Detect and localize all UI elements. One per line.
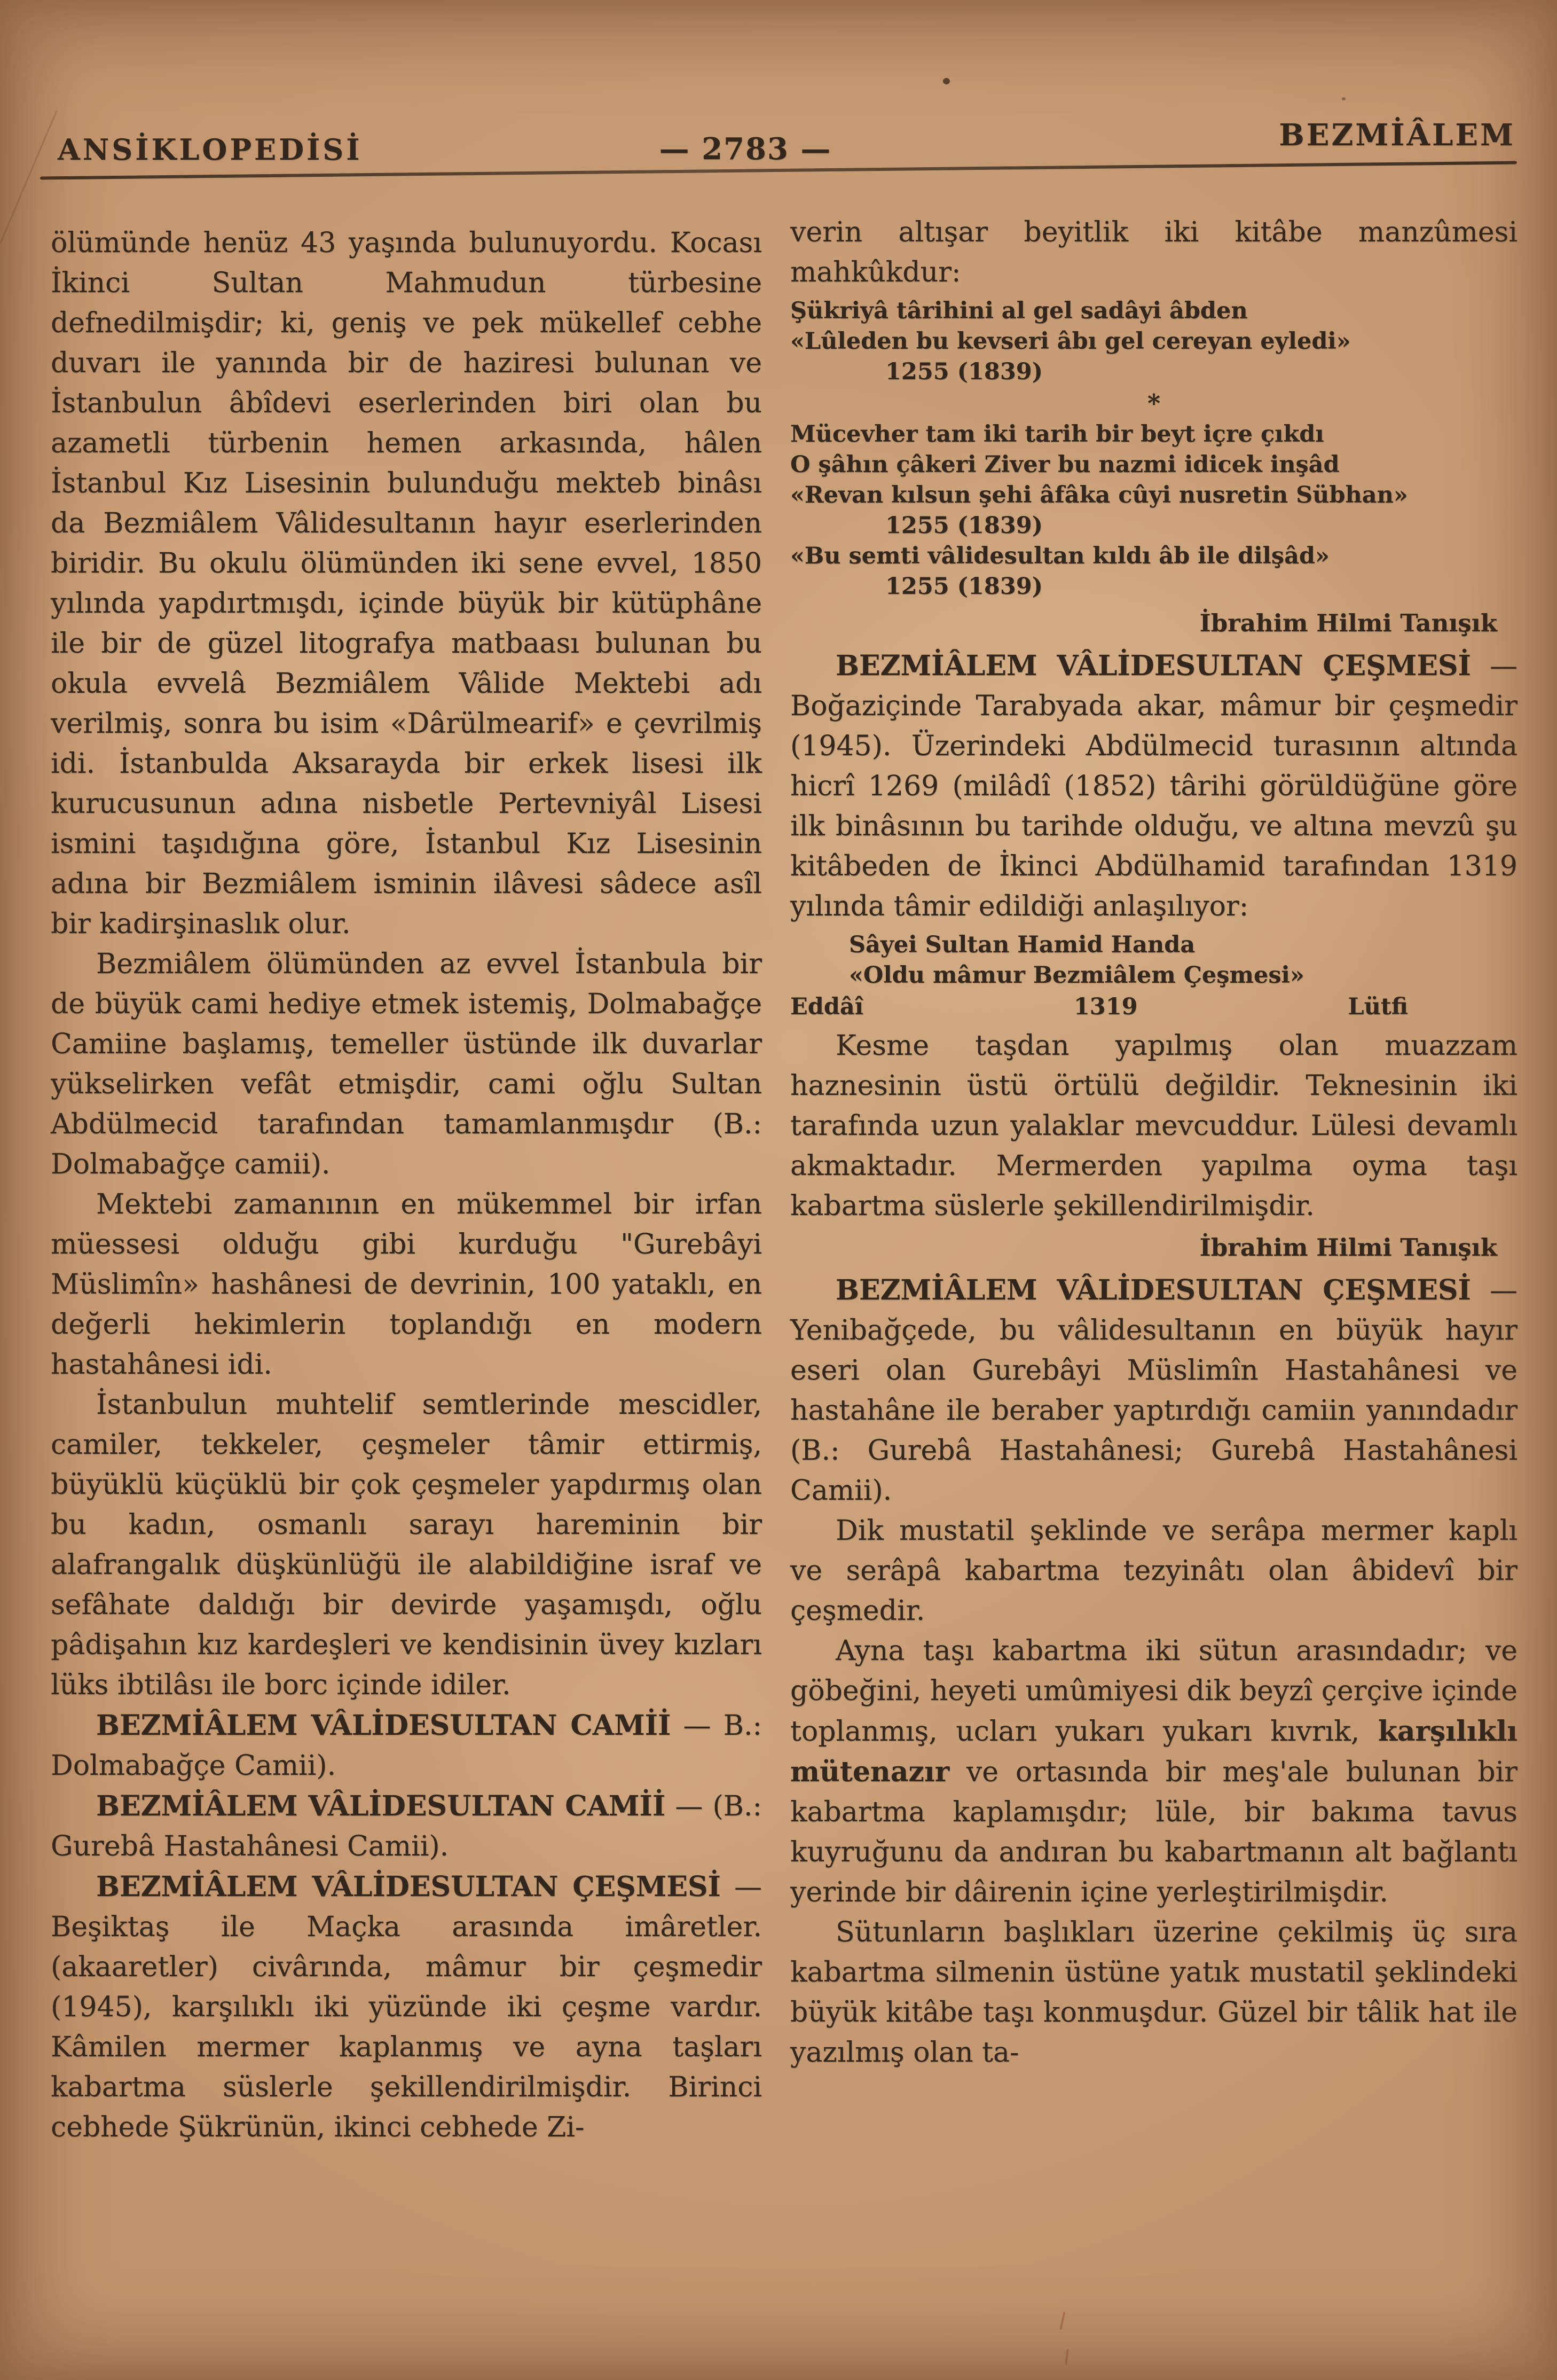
paragraph-text: ve ortasında bir meş'ale bulunan bir kabartma kaplamışdır; lüle, bir bakıma tavus kuyruğunu da andıran bu kabartmanın alt bağlantı yerinde bir dâirenin içine yerleştirilmişdir.	[790, 1756, 1517, 1908]
paragraph	[790, 1631, 1517, 1913]
entry-text: — (B.: Gurebâ Hastahânesi Camii).	[51, 1790, 762, 1862]
entry	[51, 1786, 762, 1867]
author-byline: İbrahim Hilmi Tanışık	[1199, 1233, 1497, 1262]
column-right	[790, 213, 1517, 2073]
inscription-signature-row	[790, 991, 1517, 1023]
ink-speck	[943, 78, 950, 84]
running-title-right: BEZMİÂLEM	[1279, 118, 1515, 153]
emphasized-phrase: karşılıklı mütenazır	[790, 1715, 1518, 1788]
entry-text: — Beşiktaş ile Maçka arasında imâretler. (akaaretler) civârında, mâmur bir çeşmedir (1945), karşılıklı iki yüzünde iki çeşme vardır. Kâmilen mermer kaplanmış ve ayna taşları kabartma süslerle şekillendirilmişdir. Birinci cebhede Şükrünün, ikinci cebhede Zi-	[51, 1871, 762, 2143]
paragraph: Dik mustatil şeklinde ve serâpa mermer kaplı ve serâpâ kabartma tezyinâtı olan âbidevî bir çeşmedir.	[790, 1515, 1517, 1627]
paper-fiber	[1060, 2312, 1066, 2330]
poem-line: Şükriyâ târihini al gel sadâyi âbden	[790, 298, 1248, 324]
entry	[51, 1705, 762, 1786]
poem-line: «Oldu mâmur Bezmiâlem Çeşmesi»	[849, 962, 1304, 989]
paragraph: verin altışar beyitlik iki kitâbe manzûmesi mahkûkdur:	[790, 216, 1517, 288]
entry	[790, 1270, 1517, 1511]
paragraph: ölümünde henüz 43 yaşında bulunuyordu. Kocası İkinci Sultan Mahmudun türbesine defnedilmişdir; ki, geniş ve pek mükellef cebhe duvarı ile yanında bir de haziresi bulunan ve İstanbulun âbîdevi eserlerinden biri olan bu azametli türbenin hemen arkasında, hâlen İstanbul Kız Lisesinin bulunduğu mekteb binâsı da Bezmiâlem Vâlidesultanın hayır eserlerinden biridir. Bu okulu ölümünden iki sene evvel, 1850 yılında yapdırtmışdı, içinde büyük bir kütüphâne ile bir de güzel litografya matbaası bulunan bu okula evvelâ Bezmiâlem Vâlide Mektebi adı verilmiş, sonra bu isim «Dârülmearif» e çevrilmiş idi. İstanbulda Aksarayda bir erkek lisesi ilk kurucusunun adına nisbetle Pertevniyâl Lisesi ismini taşıdığına göre, İstanbul Kız Lisesinin adına bir Bezmiâlem isminin ilâvesi sâdece asîl bir kadirşinaslık olur.	[51, 227, 762, 940]
section-break-star: *	[1147, 389, 1161, 418]
date-line: 1255 (1839)	[885, 358, 1043, 385]
column-left	[51, 223, 762, 2148]
entry	[790, 646, 1517, 927]
poem-line: «Lûleden bu kevseri âbı gel cereyan eyledi»	[790, 328, 1351, 355]
poem-line: «Bu semti vâlidesultan kıldı âb ile dilşâd»	[790, 543, 1330, 569]
entry-heading: BEZMİÂLEM VÂLİDESULTAN CAMİİ	[96, 1709, 671, 1742]
date-line: 1255 (1839)	[885, 512, 1043, 539]
entry-heading: BEZMİÂLEM VÂLİDESULTAN ÇEŞMESİ	[836, 649, 1471, 682]
inscription-right: Lütfi	[1348, 993, 1408, 1020]
entry-heading: BEZMİÂLEM VÂLİDESULTAN ÇEŞMESİ	[96, 1870, 721, 1903]
entry-text: — B.: Dolmabağçe Camii).	[51, 1710, 762, 1782]
paragraph: İstanbulun muhtelif semtlerinde mescidler, camiler, tekkeler, çeşmeler tâmir ettirmiş, büyüklü küçüklü bir çok çeşmeler yapdırmış olan bu kadın, osmanlı sarayı hareminin bir alafrangalık düşkünlüğü ile alabildiğine israf ve sefâhate daldığı bir devirde yaşamışdı, oğlu pâdişahın kız kardeşleri ve kendisinin üvey kızları lüks ibtilâsı ile borc içinde idiler.	[51, 1389, 762, 1701]
page-number: — 2783 —	[659, 131, 832, 167]
paragraph: Mektebi zamanının en mükemmel bir irfan müessesi olduğu gibi kurduğu "Gurebâyi Müslimîn» hashânesi de devrinin, 100 yataklı, en değerli hekimlerin toplandığı en modern hastahânesi idi.	[51, 1188, 762, 1381]
entry-heading: BEZMİÂLEM VÂLİDESULTAN CAMİİ	[96, 1790, 666, 1822]
poem-line: «Revan kılsun şehi âfâka cûyi nusretin Sübhan»	[790, 482, 1408, 508]
ink-speck	[1342, 97, 1346, 100]
paragraph: Kesme taşdan yapılmış olan muazzam haznesinin üstü örtülü değildir. Teknesinin iki tarafında uzun yalaklar mevcuddur. Lülesi devamlı akmaktadır. Mermerden yapılma oyma taşı kabartma süslerle şekillendirilmişdir.	[790, 1030, 1517, 1222]
entry	[51, 1867, 762, 2148]
date-line: 1255 (1839)	[885, 573, 1043, 600]
paper-fiber	[1065, 2349, 1069, 2365]
inscription-left: Eddâî	[790, 993, 864, 1020]
paragraph: Sütunların başlıkları üzerine çekilmiş üç sıra kabartma silmenin üstüne yatık mustatil şeklindeki büyük kitâbe taşı konmuşdur. Güzel bir tâlik hat ile yazılmış olan ta-	[790, 1916, 1517, 2069]
entry-text: — Yenibağçede, bu vâlidesultanın en büyük hayır eseri olan Gurebâyi Müslimîn Hastahânesi ve hastahâne ile beraber yaptırdığı camiin yanındadır (B.: Gurebâ Hastahânesi; Gurebâ Hastahânesi Camii).	[790, 1274, 1518, 1507]
paragraph: Bezmiâlem ölümünden az evvel İstanbula bir de büyük cami hediye etmek istemiş, Dolmabağçe Camiine başlamış, temeller üstünde ilk duvarlar yükselirken vefât etmişdir, cami oğlu Sultan Abdülmecid tarafından tamamlanmışdır (B.: Dolmabağçe camii).	[51, 948, 762, 1180]
author-byline: İbrahim Hilmi Tanışık	[1199, 609, 1497, 637]
entry-heading: BEZMİÂLEM VÂLİDESULTAN ÇEŞMESİ	[836, 1274, 1471, 1306]
entry-text: — Boğaziçinde Tarabyada akar, mâmur bir çeşmedir (1945). Üzerindeki Abdülmecid turasının altında hicrî 1269 (milâdî (1852) târihi görüldüğüne göre ilk binâsının bu tarihde olduğu, ve altına mevzû şu kitâbeden de İkinci Abdülhamid tarafından 1319 yılında tâmir edildiği anlaşılıyor:	[790, 650, 1518, 922]
poem-line: O şâhın çâkeri Ziver bu nazmi idicek inşâd	[790, 451, 1340, 478]
poem-line: Sâyei Sultan Hamid Handa	[849, 931, 1196, 958]
inscription-year: 1319	[1073, 993, 1138, 1020]
paragraph-text: Ayna taşı kabartma iki sütun arasındadır; ve göbeğini, heyeti umûmiyesi dik beyzî çerçive içinde toplanmış, ucları yukarı yukarı kıvrık,	[790, 1635, 1517, 1748]
poem-line: Mücevher tam iki tarih bir beyt içre çıkdı	[790, 421, 1324, 448]
running-title-left: ANSİKLOPEDİSİ	[58, 132, 363, 167]
